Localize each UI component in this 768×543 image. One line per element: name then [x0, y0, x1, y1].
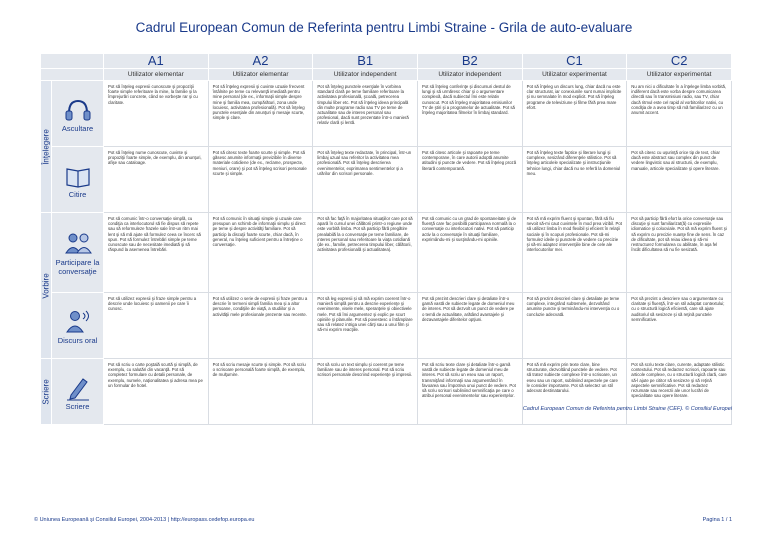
page-number: Pagina 1 / 1 — [702, 517, 732, 523]
row-citire — [41, 147, 732, 213]
descriptor-cell: Pot să citesc texte foarte scurte şi simple. Pot să găsesc anumite informaţii previzibile în diverse materiale cotidiene (de ex., reclame, prospecte, meniuri, orare) şi pot să înţeleg scrisori personale scurte şi simple. — [208, 147, 313, 213]
descriptor-cell: Pot să mă exprim fluent şi spontan, fără să fiu nevoit să-mi caut cuvintele în mod prea vizibil. Pot să utilizez limba în mod flexibil şi eficient în relaţii sociale şi în scopuri profesionale. Pot să-mi formulez ideile şi punctele de vedere cu precizie şi să-mi adaptez intervenţiile bine de cele ale interlocutorilor mei. — [522, 213, 627, 293]
conversation-icon — [61, 229, 95, 257]
descriptor-cell: Pot să înţeleg un discurs lung, chiar dacă nu este clar structurat, iar conexiunile sunt numai implicite şi nu semnalate în mod explicit. Pot să înţeleg programe de televiziune şi filme fără prea mare efort. — [522, 81, 627, 147]
speaking-icon — [61, 307, 95, 335]
book-icon — [61, 161, 95, 189]
level-label-a1: Utilizator elementar — [104, 69, 209, 81]
level-a1: A1 — [104, 54, 209, 69]
descriptor-cell: Nu am nici o dificultate în a înţelege limba vorbită, indiferent dacă este vorba despre comunicarea directă sau în transmisiuni radio, sau TV, chiar dacă ritmul este cel rapid al vorbitorilor nativi, cu condiţia de a avea timp să mă familiarizez cu un anumit accent. — [627, 81, 732, 147]
descriptor-cell: Pot să utilizez expresii şi fraze simple pentru a descrie unde locuiesc şi oamenii pe care îi cunosc. — [104, 293, 209, 359]
descriptor-cell: Pot să particip fără efort la orice conversaţie sau discuţie şi sunt familiarizat(ă) cu expresiile idiomatice şi colocviale. Pot să mă exprim fluent şi să exprim cu precizie nuanţe fine de sens. În caz de dificultate, pot să reiau ideea şi să-mi restructurez formularea cu abilitate, în aşa fel încât dificultatea să nu fie sesizată. — [627, 213, 732, 293]
self-assessment-grid — [40, 53, 732, 425]
descriptor-cell: Pot să fac faţă în majoritatea situaţiilor care pot să apară în cursul unei călătorii printr-o regiune unde este vorbită limba. Pot să particip fără pregătire prealabilă la o conversaţie pe teme familiare, de interes personal sau referitoare la viaţa cotidiană (de ex., familie, petrecerea timpului liber, călătorii, activitatea profesională şi actualitatea). — [313, 213, 418, 293]
level-label-b1: Utilizator independent — [313, 69, 418, 81]
descriptor-cell: Pot să înţeleg punctele esenţiale în vorbirea standard clară pe teme familiare referitoare la activitatea profesională, şcoală, petrecerea timpului liber etc. Pot să înţeleg ideea principală din multe programe radio sau TV pe teme de actualitate sau de interes personal sau profesional, dacă sunt prezentate într-o manieră relativ clară şi lentă. — [313, 81, 418, 147]
descriptor-cell: Pot să citesc articole şi rapoarte pe teme contemporane, în care autorii adoptă anumite atitudini şi puncte de vedere. Pot să înţeleg proză literară contemporană. — [417, 147, 522, 213]
row-ascultare — [41, 81, 732, 147]
descriptor-cell: Pot să comunic cu un grad de spontaneitate şi de fluenţă care fac posibilă participarea normală la o conversaţie cu interlocutori nativi. Pot să particip activ la o conversaţie în situaţii familiare, exprimându-mi şi susţinându-mi opiniile. — [417, 213, 522, 293]
level-label-row — [41, 69, 732, 81]
descriptor-cell: Pot să înţeleg expresii cunoscute şi propoziţii foarte simple referitoare la mine, la familie şi la împrejurări concrete, când se vorbeşte rar şi cu claritate. — [104, 81, 209, 147]
descriptor-cell: Pot să comunic în situaţii simple şi uzuale care presupun un schimb de informaţii simplu şi direct pe teme şi despre activităţi familiare. Pot să particip la discuţii foarte scurte, chiar dacă, în general, nu înţeleg suficient pentru a întreţine o conversaţie. — [208, 213, 313, 293]
skill-discurs-oral: Discurs oral — [52, 293, 104, 359]
copyright-footnote: Cadrul European Comun de Referinta pentru Limbi Straine (CEF). © Consiliul Europei — [522, 406, 732, 412]
row-conversatie — [41, 213, 732, 293]
level-b2: B2 — [417, 54, 522, 69]
skill-scriere: Scriere — [52, 359, 104, 425]
category-vorbire: Vorbire — [41, 213, 52, 359]
descriptor-cell: Pot să înţeleg expresii şi cuvinte uzuale frecvent întâlnite pe teme cu relevanţă imediată pentru mine personal (de ex., informaţii simple despre mine şi familia mea, cumpărături, zona unde locuiesc, activitatea profesională). Pot să înţeleg punctele esenţiale din anunţuri şi mesaje scurte, simple şi clare. — [208, 81, 313, 147]
row-discurs-oral — [41, 293, 732, 359]
descriptor-cell: Pot să înţeleg texte faptice şi literare lungi şi complexe, sesizând diferenţele stilistice. Pot să înţeleg articolele specializate şi instrucţiunile tehnice lungi, chiar dacă nu se referă la domeniul meu. — [522, 147, 627, 213]
descriptor-cell: Pot să leg expresii şi să mă exprim coerent într-o manieră simplă pentru a descrie experienţe şi evenimente, visele mele, speranţele şi obiectivele mele. Pot să îmi argumentez şi explic pe scurt opiniile şi planurile. Pot să povestesc o întâmplare sau să relatez intriga unei cărţi sau a unui film şi să-mi exprim reacţiile. — [313, 293, 418, 359]
descriptor-cell: Pot să citesc cu uşurinţă orice tip de text, chiar dacă este abstract sau complex din punct de vedere lingvistic sau al structurii, de exemplu, manuale, articole specializate şi opere literare. — [627, 147, 732, 213]
level-label-a2: Utilizator elementar — [208, 69, 313, 81]
level-c1: C1 — [522, 54, 627, 69]
descriptor-cell: Pot să scriu texte clare, curente, adaptate stilistic contextului. Pot să redactez scrisori, rapoarte sau articole complexe, cu o structură logică clară, care să-l ajute pe cititor să sesizeze şi să reţină aspectele semnificative. Pot să redactez rezumate sau recenzii ale unor lucrări de specialitate sau opere literare. — [627, 359, 732, 425]
level-label-c2: Utilizator experimentat — [627, 69, 732, 81]
headphones-icon — [61, 95, 95, 123]
descriptor-cell: Pot să scriu mesaje scurte şi simple. Pot să scriu o scrisoare personală foarte simplă, de exemplu, de mulţumire. — [208, 359, 313, 425]
descriptor-cell: Pot să înţeleg nume cunoscute, cuvinte şi propoziţii foarte simple, de exemplu, din anunţuri, afişe sau cataloage. — [104, 147, 209, 213]
page-title: Cadrul European Comun de Referinta pentru Limbi Straine - Grila de auto-evaluare — [135, 20, 633, 35]
descriptor-cell: Pot să înţeleg texte redactate, în principal, într-un limbaj uzual sau referitor la activitatea mea profesională. Pot să înţeleg descrierea evenimentelor, exprimarea sentimentelor şi a urărilor din scrisori personale. — [313, 147, 418, 213]
descriptor-cell: Pot să înţeleg conferinţe şi discursuri destul de lungi şi să urmăresc chiar şi o argumentare complexă, dacă subiectul îmi este relativ cunoscut. Pot să înţeleg majoritatea emisiunilor TV de ştiri şi a programelor de actualitate. Pot să înţeleg majoritatea filmelor în limbaj standard. — [417, 81, 522, 147]
level-label-b2: Utilizator independent — [417, 69, 522, 81]
skill-ascultare: Ascultare — [52, 81, 104, 147]
descriptor-cell: Pot să prezint descrieri clare şi detaliate într-o gamă vastă de subiecte legate de domeniul meu de interes. Pot să dezvolt un punct de vedere pe o temă de actualitate, arătând avantajele şi dezavantajele diferitelor opţiuni. — [417, 293, 522, 359]
descriptor-cell: Pot să prezint o descriere sau o argumentare cu claritate şi fluenţă, într-un stil adaptat contextului; cu o structură logică eficientă, care să ajute auditoriul să sesizeze şi să reţină punctele semnificative. — [627, 293, 732, 359]
level-b1: B1 — [313, 54, 418, 69]
row-scriere — [41, 359, 732, 425]
descriptor-cell: Pot să scriu texte clare şi detaliate într-o gamă vastă de subiecte legate de domeniul meu de interes. Pot să scriu un eseu sau un raport, transmiţând informaţii sau argumentând în favoarea sau împotriva unui punct de vedere. Pot să scriu scrisori subliniind semnificaţia pe care o atribui personal evenimentelor sau experienţelor. — [417, 359, 522, 425]
level-c2: C2 — [627, 54, 732, 69]
skill-conversatie: Participare la conversaţie — [52, 213, 104, 293]
category-intelegere: Înţelegere — [41, 81, 52, 213]
descriptor-cell: Pot să scriu un text simplu şi coerent pe teme familiare sau de interes personal. Pot să scriu scrisori personale descriind experienţe şi impresii. — [313, 359, 418, 425]
skill-citire: Citire — [52, 147, 104, 213]
descriptor-cell: Pot să scriu o carte poştală scurtă şi simplă, de exemplu, cu salutări din vacanţă. Pot să completez formulare cu detalii personale, de exemplu, numele, naţionalitatea şi adresa mea pe un formular de hotel. — [104, 359, 209, 425]
level-a2: A2 — [208, 54, 313, 69]
pen-icon — [61, 373, 95, 401]
category-scriere: Scriere — [41, 359, 52, 425]
level-label-c1: Utilizator experimentat — [522, 69, 627, 81]
descriptor-cell: Pot să mă exprim prin texte clare, bine structurate, dezvoltând punctele de vedere. Pot să tratez subiecte complexe într-o scrisoare, un eseu sau un raport, subliniind aspectele pe care le consider importante. Pot să selectez un stil adecvat destinatarului. — [522, 359, 627, 425]
descriptor-cell: Pot să comunic într-o conversaţie simplă, cu condiţia ca interlocutorul să fie dispus să repete sau să reformuleze frazele sale într-un ritm mai lent şi să mă ajute să formulez ceea ce încerc să spun. Pot să formulez întrebări simple pe teme cunoscute sau de necesitate imediată şi să răspund la asemenea întrebări. — [104, 213, 209, 293]
footer-copyright: © Uniunea Europeană şi Consiliul Europei, 2004-2013 | http://europass.cedefop.europa.eu — [34, 517, 255, 523]
descriptor-cell: Pot să prezint descrieri clare şi detaliate pe teme complexe, integrând subtemele, dezvoltând anumite puncte şi terminându-mi intervenţia cu o concluzie adecvată. — [522, 293, 627, 359]
descriptor-cell: Pot să utilizez o serie de expresii şi fraze pentru a descrie în termeni simpli familia mea şi a altor persoane, condiţiile de viaţă, a studiilor şi a activităţii mele profesionale prezente sau recente. — [208, 293, 313, 359]
level-row — [41, 54, 732, 69]
